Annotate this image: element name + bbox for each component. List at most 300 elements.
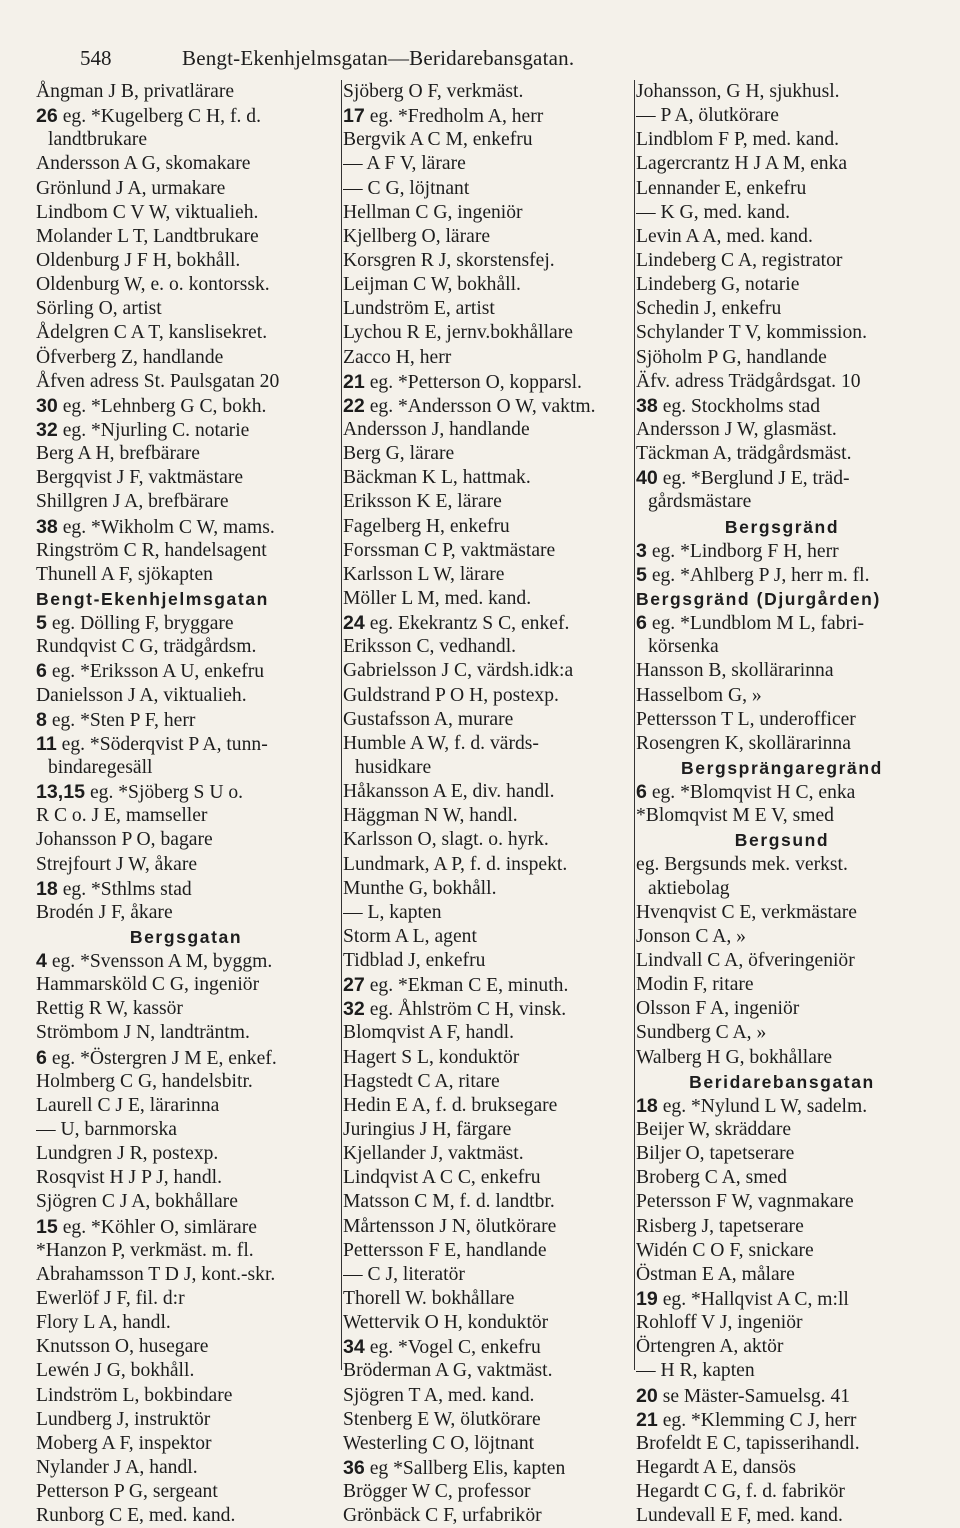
- house-number: 21: [343, 370, 365, 393]
- entry-text: Täckman A, trädgårdsmäst.: [636, 443, 852, 465]
- directory-entry: [636, 635, 928, 659]
- directory-entry: [36, 611, 336, 635]
- house-number: 11: [36, 732, 57, 755]
- directory-entry: [343, 490, 633, 514]
- entry-text: Äfv. adress Trädgårdsgat. 10: [636, 370, 861, 392]
- entry-text: Pettersson F E, handlande: [343, 1239, 547, 1261]
- directory-entry: [636, 1021, 928, 1045]
- house-number: 18: [36, 877, 58, 900]
- directory-entry: [343, 756, 633, 780]
- directory-entry: [36, 949, 336, 973]
- entry-text: eg. *Ekman C E, minuth.: [369, 975, 569, 997]
- directory-entry: [636, 1239, 928, 1263]
- directory-entry: [636, 128, 928, 152]
- directory-entry: [343, 1384, 633, 1408]
- entry-text: Blomqvist A F, handl.: [343, 1022, 514, 1044]
- entry-text: Bröderman A G, vaktmäst.: [343, 1360, 553, 1382]
- entry-text: Westerling C O, löjtnant: [343, 1432, 535, 1454]
- street-heading: [636, 828, 928, 852]
- directory-entry: [36, 1021, 336, 1045]
- directory-entry: [636, 1359, 928, 1383]
- directory-entry: [36, 659, 336, 683]
- directory-entry: [343, 442, 633, 466]
- entry-text: Brodén J F, åkare: [36, 901, 173, 923]
- street-heading: [36, 925, 336, 949]
- entry-text: aktiebolag: [648, 877, 730, 899]
- directory-entry: [36, 756, 336, 780]
- entry-text: husidkare: [355, 756, 432, 778]
- directory-entry: [636, 1166, 928, 1190]
- entry-text: eg. *Östergren J M E, enkef.: [51, 1047, 277, 1069]
- street-name: Bergsgränd: [724, 516, 840, 537]
- entry-text: eg. *Petterson O, kopparsl.: [369, 371, 582, 393]
- directory-entry: [36, 104, 336, 128]
- entry-text: Stenberg E W, ölutkörare: [343, 1408, 541, 1430]
- directory-entry: [36, 1287, 336, 1311]
- directory-entry: [636, 1480, 928, 1504]
- entry-text: se Mäster-Samuelsg. 41: [662, 1385, 851, 1407]
- directory-entry: [343, 1504, 633, 1528]
- house-number: 5: [636, 563, 647, 586]
- directory-entry: [636, 1142, 928, 1166]
- directory-entry: [36, 128, 336, 152]
- directory-entry: [636, 273, 928, 297]
- directory-entry: [36, 997, 336, 1021]
- directory-entry: [343, 611, 633, 635]
- entry-text: eg. Dölling F, bryggare: [51, 613, 234, 635]
- entry-text: eg. *Söderqvist P A, tunn-: [61, 733, 268, 755]
- entry-text: Rosengren K, skollärarinna: [636, 732, 851, 754]
- directory-entry: [36, 346, 336, 370]
- page-number: 548: [80, 46, 112, 70]
- directory-entry: [36, 1118, 336, 1142]
- street-name: Bergsund: [734, 830, 830, 851]
- directory-entry: [36, 877, 336, 901]
- entry-text: eg. *Nylund L W, sadelm.: [662, 1095, 868, 1117]
- entry-text: Lagercrantz H J A M, enka: [636, 153, 848, 175]
- entry-text: bindaregesäll: [48, 756, 153, 778]
- house-number: 3: [636, 539, 647, 562]
- entry-text: Fagelberg H, enkefru: [343, 515, 510, 537]
- entry-text: Lennander E, enkefru: [636, 177, 807, 199]
- house-number: 6: [636, 781, 647, 804]
- house-number: 22: [343, 394, 365, 417]
- directory-entry: [343, 370, 633, 394]
- directory-entry: [343, 201, 633, 225]
- directory-entry: [343, 804, 633, 828]
- entry-text: eg. *Lehnberg G C, bokh.: [62, 395, 267, 417]
- entry-text: eg. *Andersson O W, vaktm.: [369, 395, 596, 417]
- directory-entry: [36, 1166, 336, 1190]
- entry-text: Forssman C P, vaktmästare: [343, 539, 556, 561]
- entry-text: Thunell A F, sjökapten: [36, 563, 213, 585]
- directory-entry: [343, 684, 633, 708]
- entry-text: Matsson C M, f. d. landtbr.: [343, 1191, 555, 1213]
- directory-entry: [636, 563, 928, 587]
- directory-entry: [36, 490, 336, 514]
- directory-entry: [636, 1046, 928, 1070]
- house-number: 21: [636, 1408, 658, 1431]
- entry-text: eg. *Ahlberg P J, herr m. fl.: [651, 564, 870, 586]
- directory-entry: [36, 1263, 336, 1287]
- directory-entry: [343, 1070, 633, 1094]
- directory-entry: [636, 780, 928, 804]
- entry-text: eg. *Berglund J E, träd-: [662, 468, 850, 490]
- entry-text: — A F V, lärare: [343, 153, 466, 175]
- directory-entry: [636, 1287, 928, 1311]
- directory-entry: [36, 853, 336, 877]
- entry-text: Lindqvist A C C, enkefru: [343, 1167, 541, 1189]
- entry-text: Lundgren J R, postexp.: [36, 1143, 219, 1165]
- directory-entry: [343, 973, 633, 997]
- entry-text: Runborg C E, med. kand.: [36, 1505, 236, 1527]
- house-number: 8: [36, 708, 47, 731]
- entry-text: Kjellberg O, lärare: [343, 225, 491, 247]
- directory-entry: [36, 1504, 336, 1528]
- directory-entry: [636, 370, 928, 394]
- entry-text: Abrahamsson T D J, kont.-skr.: [36, 1263, 276, 1285]
- directory-entry: [636, 949, 928, 973]
- directory-entry: [343, 394, 633, 418]
- house-number: 40: [636, 467, 658, 490]
- directory-entry: [343, 177, 633, 201]
- directory-entry: [36, 1142, 336, 1166]
- directory-entry: [636, 659, 928, 683]
- entry-text: Leijman C W, bokhåll.: [343, 274, 521, 296]
- entry-text: Lindblom F P, med. kand.: [636, 129, 840, 151]
- directory-entry: [636, 1384, 928, 1408]
- entry-text: Mårtensson J N, ölutkörare: [343, 1215, 557, 1237]
- house-number: 13,15: [36, 781, 86, 804]
- entry-text: Munthe G, bokhåll.: [343, 877, 497, 899]
- entry-text: Hellman C G, ingeniör: [343, 201, 523, 223]
- entry-text: eg. Bergsunds mek. verkst.: [636, 853, 848, 875]
- directory-entry: [343, 828, 633, 852]
- entry-text: Shillgren J A, brefbärare: [36, 491, 229, 513]
- directory-entry: [343, 1094, 633, 1118]
- directory-entry: [343, 297, 633, 321]
- directory-entry: [36, 1070, 336, 1094]
- entry-text: Schedin J, enkefru: [636, 298, 782, 320]
- directory-entry: [36, 563, 336, 587]
- entry-text: Ringström C R, handelsagent: [36, 539, 267, 561]
- entry-text: Biljer O, tapetserare: [636, 1143, 795, 1165]
- directory-entry: [343, 1118, 633, 1142]
- entry-text: Walberg H G, bokhållare: [636, 1046, 833, 1068]
- directory-entry: [36, 152, 336, 176]
- house-number: 6: [36, 1046, 47, 1069]
- directory-entry: [36, 1215, 336, 1239]
- directory-column-2: [341, 80, 633, 1527]
- directory-entry: [343, 635, 633, 659]
- directory-entry: [636, 1408, 928, 1432]
- entry-text: Lundberg J, instruktör: [36, 1408, 211, 1430]
- house-number: 24: [343, 612, 365, 635]
- entry-text: eg. *Eriksson A U, enkefru: [51, 661, 265, 683]
- directory-entry: [343, 1359, 633, 1383]
- entry-text: Gabrielsson J C, värdsh.idk:a: [343, 660, 574, 682]
- entry-text: Sjögren T A, med. kand.: [343, 1384, 535, 1406]
- entry-text: Lindeberg C A, registrator: [636, 249, 843, 271]
- entry-text: Kjellander J, vaktmäst.: [343, 1143, 524, 1165]
- entry-text: Lewén J G, bokhåll.: [36, 1360, 195, 1382]
- entry-text: Bäckman K L, hattmak.: [343, 467, 531, 489]
- house-number: 19: [636, 1288, 658, 1311]
- entry-text: Håkansson A E, div. handl.: [343, 781, 555, 803]
- directory-entry: [36, 515, 336, 539]
- entry-text: Örtengren A, aktör: [636, 1336, 784, 1358]
- directory-entry: [343, 1287, 633, 1311]
- house-number: 38: [636, 394, 658, 417]
- entry-text: Ångman J B, privatlärare: [36, 81, 235, 102]
- entry-text: — H R, kapten: [636, 1360, 755, 1382]
- directory-entry: [636, 804, 928, 828]
- house-number: 32: [343, 998, 365, 1021]
- street-name: Bergsprängaregränd: [681, 757, 883, 778]
- directory-entry: [36, 1190, 336, 1214]
- entry-text: eg. *Njurling C. notarie: [62, 419, 250, 441]
- entry-text: Ådelgren C A T, kanslisekret.: [36, 322, 268, 344]
- directory-entry: [636, 466, 928, 490]
- directory-entry: [636, 490, 928, 514]
- directory-entry: [636, 732, 928, 756]
- directory-entry: [36, 370, 336, 394]
- directory-entry: [636, 249, 928, 273]
- entry-text: eg. *Wikholm C W, mams.: [62, 516, 275, 538]
- directory-entry: [343, 1215, 633, 1239]
- directory-entry: [343, 346, 633, 370]
- entry-text: eg. *Blomqvist H C, enka: [651, 782, 856, 804]
- house-number: 4: [36, 950, 47, 973]
- entry-text: Oldenburg W, e. o. kontorssk.: [36, 274, 270, 296]
- directory-entry: [636, 901, 928, 925]
- entry-text: Eriksson C, vedhandl.: [343, 636, 517, 658]
- directory-entry: [343, 1456, 633, 1480]
- directory-entry: [343, 780, 633, 804]
- directory-entry: [343, 225, 633, 249]
- entry-text: Strejfourt J W, åkare: [36, 853, 198, 875]
- entry-text: Hegardt C G, f. d. fabrikör: [636, 1481, 845, 1503]
- entry-text: Lindvall C A, öfveringeniör: [636, 950, 855, 972]
- entry-text: Widén C O F, snickare: [636, 1239, 814, 1261]
- directory-entry: [636, 1504, 928, 1528]
- entry-text: eg. *Vogel C, enkefru: [369, 1337, 541, 1359]
- directory-entry: [343, 515, 633, 539]
- entry-text: körsenka: [648, 636, 719, 658]
- directory-column-1: [36, 80, 336, 1528]
- directory-entry: [343, 1408, 633, 1432]
- directory-entry: [343, 539, 633, 563]
- entry-text: Andersson J W, glasmäst.: [636, 418, 837, 440]
- entry-text: Pettersson T L, underofficer: [636, 708, 856, 730]
- entry-text: Sjögren C J A, bokhållare: [36, 1191, 238, 1213]
- entry-text: Öfverberg Z, handlande: [36, 346, 224, 368]
- directory-entry: [36, 80, 336, 104]
- directory-entry: [636, 346, 928, 370]
- entry-text: Hasselbom G, »: [636, 684, 762, 706]
- directory-entry: [636, 611, 928, 635]
- directory-entry: [343, 80, 633, 104]
- street-name: Bengt-Ekenhjelmsgatan: [36, 588, 269, 609]
- directory-entry: [636, 1263, 928, 1287]
- directory-entry: [36, 1359, 336, 1383]
- directory-entry: [36, 1408, 336, 1432]
- directory-entry: [343, 877, 633, 901]
- entry-text: Petersson F W, vagnmakare: [636, 1191, 854, 1213]
- running-title: Bengt-Ekenhjelmsgatan—Beridarebansgatan.: [182, 46, 575, 70]
- directory-entry: [636, 997, 928, 1021]
- entry-text: Andersson A G, skomakare: [36, 153, 251, 175]
- entry-text: Knutsson O, husegare: [36, 1336, 209, 1358]
- directory-entry: [36, 1311, 336, 1335]
- directory-entry: [36, 1456, 336, 1480]
- directory-entry: [343, 418, 633, 442]
- directory-entry: [636, 418, 928, 442]
- house-number: 6: [36, 660, 47, 683]
- entry-text: Jonson C A, »: [636, 925, 746, 947]
- entry-text: landtbrukare: [48, 129, 148, 151]
- entry-text: Hansson B, skollärarinna: [636, 660, 834, 682]
- entry-text: — C J, literatör: [343, 1263, 465, 1285]
- entry-text: Hagert S L, konduktör: [343, 1046, 520, 1068]
- entry-text: Danielsson J A, viktualieh.: [36, 684, 247, 706]
- entry-text: Zacco H, herr: [343, 346, 452, 368]
- entry-text: Risberg J, tapetserare: [636, 1215, 804, 1237]
- directory-entry: [36, 1094, 336, 1118]
- entry-text: eg. *Svensson A M, byggm.: [51, 951, 273, 973]
- entry-text: Petterson P G, sergeant: [36, 1481, 218, 1503]
- directory-entry: [36, 732, 336, 756]
- directory-entry: [36, 418, 336, 442]
- directory-entry: [636, 442, 928, 466]
- entry-text: Nylander J A, handl.: [36, 1457, 198, 1479]
- directory-entry: [343, 708, 633, 732]
- entry-text: Strömbom J N, landträntm.: [36, 1022, 250, 1044]
- street-name: Beridarebansgatan: [689, 1071, 875, 1092]
- entry-text: Rohloff V J, ingeniör: [636, 1312, 803, 1334]
- street-heading: [636, 515, 928, 539]
- entry-text: Berg A H, brefbärare: [36, 443, 200, 465]
- directory-entry: [636, 1335, 928, 1359]
- entry-text: Rosqvist H J P J, handl.: [36, 1167, 222, 1189]
- entry-text: Hegardt A E, dansös: [636, 1457, 796, 1479]
- entry-text: Humble A W, f. d. värds-: [343, 732, 539, 754]
- directory-entry: [343, 1480, 633, 1504]
- directory-entry: [36, 539, 336, 563]
- directory-entry: [36, 177, 336, 201]
- entry-text: — C G, löjtnant: [343, 177, 470, 199]
- street-name: Bergsgatan: [129, 926, 243, 947]
- directory-entry: [636, 1094, 928, 1118]
- entry-text: eg. *Köhler O, simlärare: [62, 1216, 257, 1238]
- directory-entry: [636, 321, 928, 345]
- directory-entry: [343, 1311, 633, 1335]
- entry-text: eg. *Sten P F, herr: [51, 709, 196, 731]
- house-number: 30: [36, 394, 58, 417]
- entry-text: eg. *Sjöberg S U o.: [89, 782, 244, 804]
- entry-text: eg. Stockholms stad: [662, 395, 820, 417]
- entry-text: Berg G, lärare: [343, 443, 455, 465]
- entry-text: Storm A L, agent: [343, 925, 477, 947]
- entry-text: Östman E A, målare: [636, 1263, 795, 1285]
- entry-text: Lindeberg G, notarie: [636, 274, 800, 296]
- street-heading: [636, 587, 928, 611]
- entry-text: eg. Åhlström C H, vinsk.: [369, 999, 567, 1021]
- directory-entry: [636, 1456, 928, 1480]
- entry-text: Sundberg C A, »: [636, 1022, 767, 1044]
- entry-text: Karlsson O, slagt. o. hyrk.: [343, 829, 549, 851]
- directory-entry: [636, 708, 928, 732]
- house-number: 20: [636, 1384, 658, 1407]
- directory-entry: [36, 708, 336, 732]
- house-number: 32: [36, 418, 58, 441]
- entry-text: Rettig R W, kassör: [36, 998, 183, 1020]
- street-heading: [636, 1070, 928, 1094]
- entry-text: Tidblad J, enkefru: [343, 950, 486, 972]
- directory-entry: [36, 901, 336, 925]
- directory-entry: [36, 394, 336, 418]
- street-heading: [36, 587, 336, 611]
- directory-entry: [36, 1480, 336, 1504]
- directory-entry: [36, 635, 336, 659]
- directory-entry: [636, 973, 928, 997]
- entry-text: Andersson J, handlande: [343, 418, 530, 440]
- entry-text: Oldenburg J F H, bokhåll.: [36, 249, 241, 271]
- directory-entry: [636, 201, 928, 225]
- entry-text: Bergvik A C M, enkefru: [343, 129, 533, 151]
- entry-text: Flory L A, handl.: [36, 1312, 171, 1334]
- directory-column-3: [634, 80, 928, 1527]
- entry-text: Broberg C A, smed: [636, 1167, 787, 1189]
- directory-entry: [636, 684, 928, 708]
- directory-entry: [636, 104, 928, 128]
- directory-entry: [343, 732, 633, 756]
- entry-text: Sörling O, artist: [36, 298, 162, 320]
- entry-text: Modin F, ritare: [636, 974, 754, 996]
- directory-entry: [636, 1311, 928, 1335]
- entry-text: — L, kapten: [343, 901, 442, 923]
- directory-entry: [636, 225, 928, 249]
- entry-text: Hammarsköld C G, ingeniör: [36, 974, 260, 996]
- entry-text: Wettervik O H, konduktör: [343, 1312, 549, 1334]
- entry-text: Molander L T, Landtbrukare: [36, 225, 259, 247]
- entry-text: Brofeldt E C, tapisserihandl.: [636, 1432, 860, 1454]
- directory-entry: [343, 1166, 633, 1190]
- directory-entry: [36, 780, 336, 804]
- house-number: 34: [343, 1336, 365, 1359]
- house-number: 26: [36, 105, 58, 128]
- street-name: Bergsgränd (Djurgården): [636, 588, 881, 609]
- directory-entry: [343, 273, 633, 297]
- entry-text: eg. *Lundblom M L, fabri-: [651, 613, 865, 635]
- house-number: 6: [636, 612, 647, 635]
- entry-text: R C o. J E, mamseller: [36, 805, 208, 827]
- entry-text: Korsgren R J, skorstensfej.: [343, 249, 555, 271]
- entry-text: Johansson P O, bagare: [36, 829, 213, 851]
- entry-text: Laurell C J E, lärarinna: [36, 1094, 220, 1116]
- directory-entry: [36, 225, 336, 249]
- entry-text: eg. *Fredholm A, herr: [369, 106, 544, 128]
- entry-text: eg. *Sthlms stad: [62, 878, 192, 900]
- directory-entry: [343, 587, 633, 611]
- entry-text: Häggman N W, handl.: [343, 805, 518, 827]
- entry-text: Grönbäck C F, urfabrikör: [343, 1505, 542, 1527]
- directory-entry: [343, 1142, 633, 1166]
- directory-entry: [36, 201, 336, 225]
- directory-entry: [343, 563, 633, 587]
- directory-entry: [36, 828, 336, 852]
- entry-text: Åfven adress St. Paulsgatan 20: [36, 370, 280, 392]
